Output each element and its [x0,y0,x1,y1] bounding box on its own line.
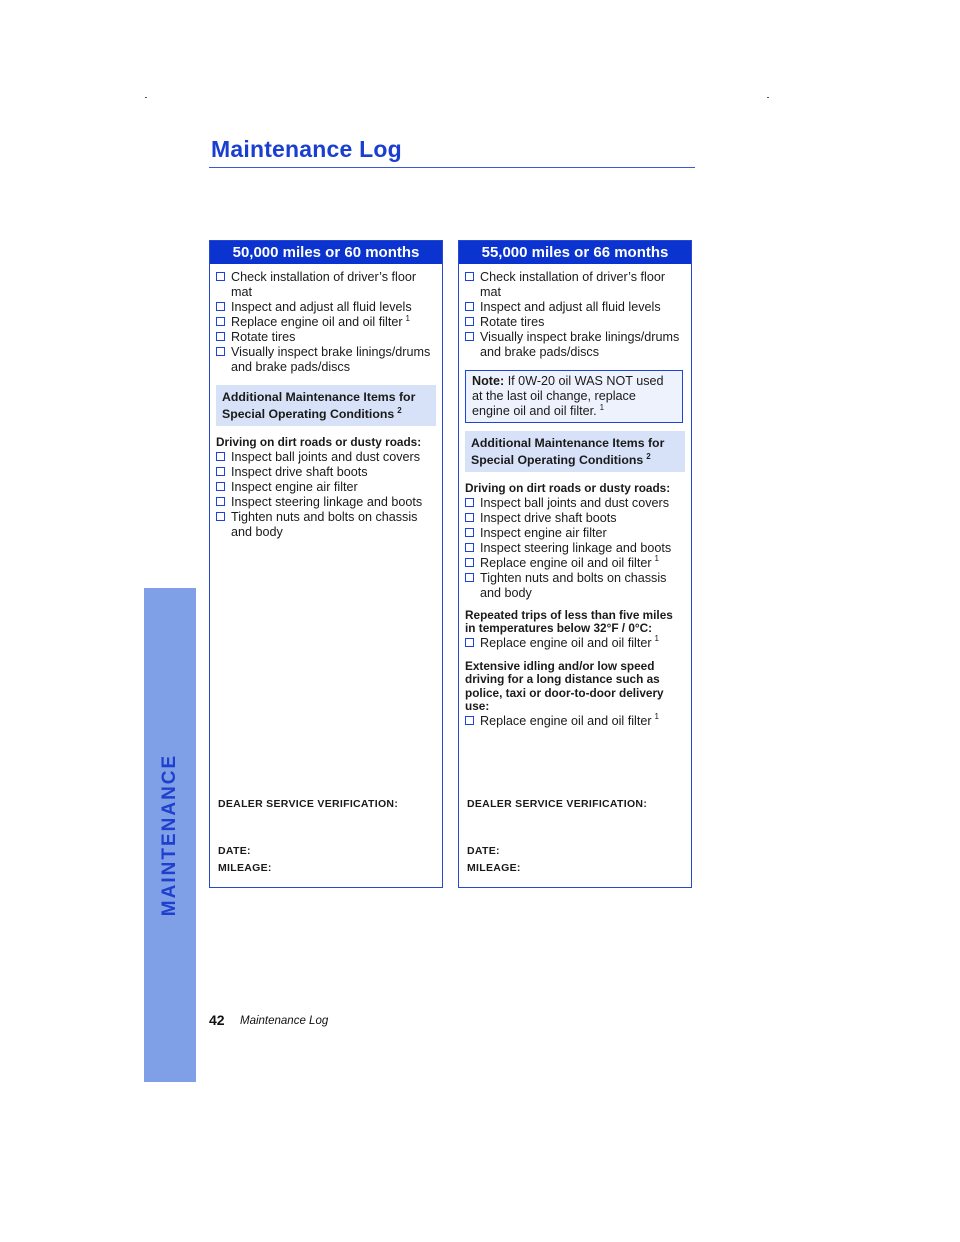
card-body [459,264,691,729]
checkbox-icon[interactable] [465,716,474,725]
checklist-item-text: Tighten nuts and bolts on chassis and body [480,570,667,600]
dealer-verification-label: DEALER SERVICE VERIFICATION: [467,798,648,810]
checkbox-icon[interactable] [216,347,225,356]
checklist-item-text: Replace engine oil and oil filter [480,555,652,570]
checkbox-icon[interactable] [216,482,225,491]
checklist [216,450,437,540]
checklist [465,270,686,360]
checklist-item [216,270,437,300]
mileage-label: MILEAGE: [218,862,272,874]
card-body [210,264,442,540]
page-number: 42 [209,1012,225,1028]
checkbox-icon[interactable] [465,272,474,281]
checklist-item [216,480,437,495]
checklist-item [216,510,437,540]
checklist-item-text: Inspect drive shaft boots [231,464,368,479]
checkbox-icon[interactable] [216,467,225,476]
checklist-item-text: Visually inspect brake linings/drums and brake pads/discs [480,330,680,359]
checklist-item-text: Inspect drive shaft boots [480,510,617,525]
checklist-item-text: Inspect steering linkage and boots [480,540,672,555]
footnote-ref: 1 [599,402,605,412]
footnote-ref: 1 [654,554,659,564]
checklist-item [216,300,437,315]
checklist-item-text: Inspect engine air filter [480,525,607,540]
checklist-item [216,315,437,330]
checklist-item [465,556,686,571]
checklist-item [216,495,437,510]
dirt-roads-heading: Driving on dirt roads or dusty roads: [465,481,671,495]
dealer-verification-label: DEALER SERVICE VERIFICATION: [218,798,399,810]
note-box [465,370,683,423]
checkbox-icon[interactable] [465,638,474,647]
title-rule [209,167,695,168]
side-tab-label: MAINTENANCE [159,753,180,917]
checklist-item-text: Inspect ball joints and dust covers [231,449,421,464]
service-card-55000 [458,240,692,888]
additional-items-title-line1: Additional Maintenance Items for [471,436,665,450]
card-header: 55,000 miles or 66 months [459,241,691,264]
additional-items-title-line2: Special Operating Conditions [471,453,644,467]
checkbox-icon[interactable] [465,302,474,311]
checkbox-icon[interactable] [216,512,225,521]
footnote-ref: 1 [654,634,659,644]
checkbox-icon[interactable] [465,558,474,567]
checkbox-icon[interactable] [465,513,474,522]
checkbox-icon[interactable] [465,543,474,552]
checklist-item-text: Inspect ball joints and dust covers [480,495,670,510]
checklist-item-text: Replace engine oil and oil filter [231,315,403,329]
checklist-item-text: Inspect steering linkage and boots [231,494,423,509]
checkbox-icon[interactable] [465,573,474,582]
checklist-item [465,511,686,526]
date-label: DATE: [467,845,500,857]
crop-mark [767,97,769,98]
checklist-item-text: Tighten nuts and bolts on chassis and body [231,509,418,539]
checklist-item [465,330,686,360]
checklist-item-text: Replace engine oil and oil filter [480,635,652,650]
footnote-ref: 1 [405,313,410,323]
checklist [465,636,686,651]
additional-items-title-line2: Special Operating Conditions [222,407,395,421]
footnote-ref: 2 [646,451,651,461]
checkbox-icon[interactable] [216,272,225,281]
checklist-item [465,541,686,556]
checkbox-icon[interactable] [465,528,474,537]
checklist-item [465,270,686,300]
checklist-item-text: Rotate tires [231,330,296,344]
checklist-item-text: Check installation of driver’s floor mat [480,270,666,299]
checkbox-icon[interactable] [216,497,225,506]
idling-heading: Extensive idling and/or low speed driving for a long distance such as police, taxi or door-to-door delivery use: [465,658,664,713]
additional-items-box [216,385,436,426]
checkbox-icon[interactable] [465,332,474,341]
crop-mark [145,97,147,98]
checklist-item-text: Inspect and adjust all fluid levels [231,300,412,314]
checkbox-icon[interactable] [216,332,225,341]
checklist-item [216,450,437,465]
short-trips-heading: Repeated trips of less than five miles in temperatures below 32°F / 0°C: [465,607,673,635]
checkbox-icon[interactable] [465,498,474,507]
checkbox-icon[interactable] [216,317,225,326]
checklist-item-text: Visually inspect brake linings/drums and brake pads/discs [231,345,431,374]
page-title: Maintenance Log [211,136,402,162]
footnote-ref: 1 [654,712,659,722]
checkbox-icon[interactable] [216,302,225,311]
checklist-item [216,345,437,375]
note-text: If 0W-20 oil WAS NOT used at the last oil change, replace engine oil and oil filter. [472,374,664,418]
checklist-item [465,714,686,729]
checklist-item [465,636,686,651]
checklist-item [465,300,686,315]
checklist-item [465,571,686,601]
checklist-item-text: Inspect engine air filter [231,479,358,494]
note-label: Note: [472,374,505,388]
card-header: 50,000 miles or 60 months [210,241,442,264]
checklist-item-text: Rotate tires [480,315,545,329]
checklist-item [216,330,437,345]
checklist-item [465,526,686,541]
footnote-ref: 2 [397,405,402,415]
checklist-item-text: Replace engine oil and oil filter [480,713,652,728]
service-card-50000 [209,240,443,888]
checklist-item-text: Inspect and adjust all fluid levels [480,300,661,314]
checklist-item-text: Check installation of driver’s floor mat [231,270,417,299]
checklist [465,714,686,729]
additional-items-box [465,431,685,472]
additional-items-title-line1: Additional Maintenance Items for [222,390,416,404]
footer-section-label: Maintenance Log [240,1015,329,1027]
checklist-item [216,465,437,480]
date-label: DATE: [218,845,251,857]
checkbox-icon[interactable] [216,452,225,461]
checklist-item [465,315,686,330]
mileage-label: MILEAGE: [467,862,521,874]
checklist [465,496,686,601]
checklist-item [465,496,686,511]
checklist [216,270,437,375]
checkbox-icon[interactable] [465,317,474,326]
dirt-roads-heading: Driving on dirt roads or dusty roads: [216,435,422,449]
